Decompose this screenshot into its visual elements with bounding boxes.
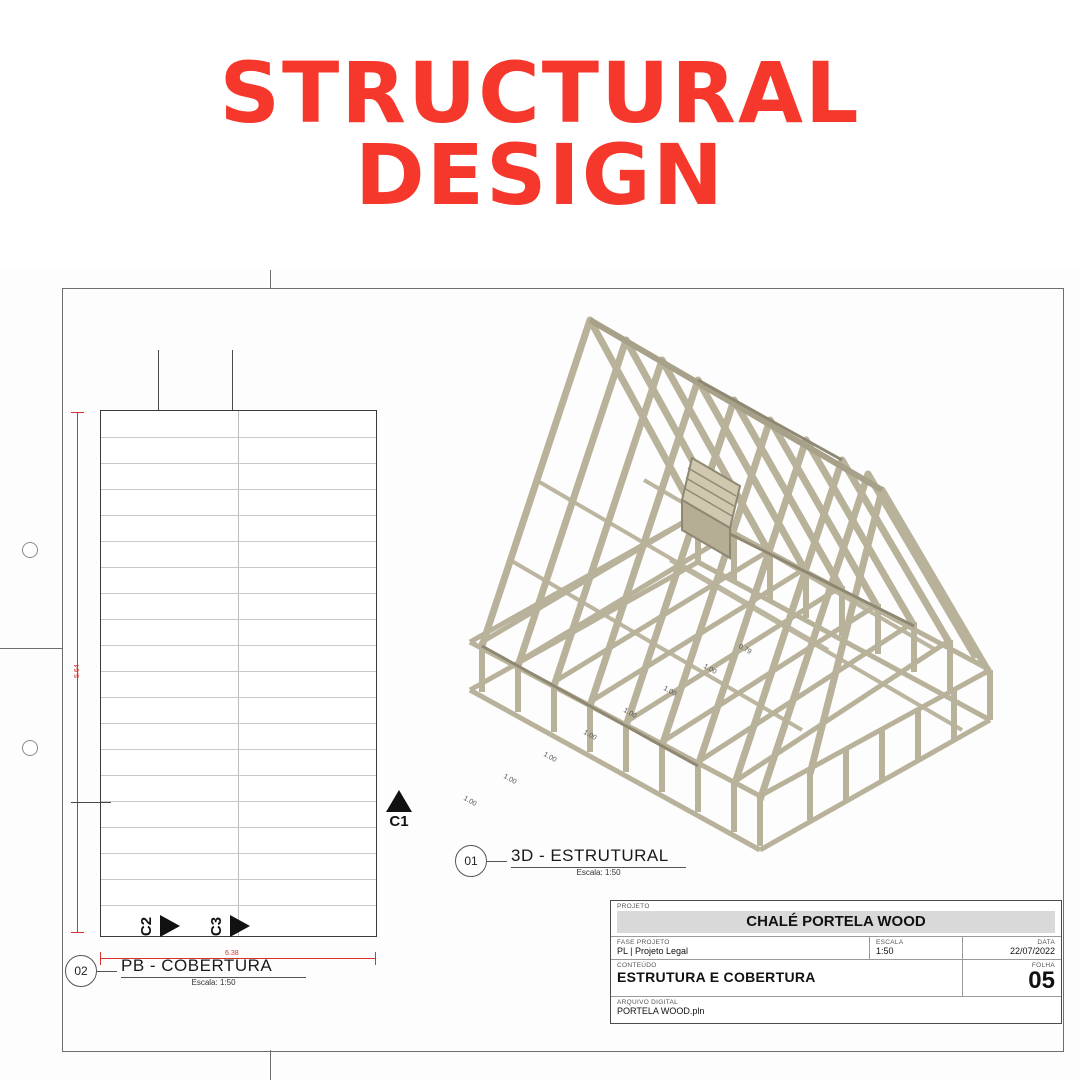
title-block-folha-cell [962,960,1061,996]
drawing-sheet [0,270,1080,1080]
section-marker-c1[interactable] [376,790,422,830]
title-block-arquivo-value: PORTELA WOOD.pln [617,1006,705,1016]
title-block [610,900,1062,1024]
plan-dim-horizontal-label: 6.38 [225,950,239,957]
title-block-phase-row [611,937,1061,960]
plan-rafter-line [101,671,376,672]
view3d-callout-rule [487,861,507,862]
plan-roof-outline [100,410,377,937]
title-block-content-row [611,960,1061,997]
plan-rafter-line [101,541,376,542]
plan-rafter-line [101,593,376,594]
section-marker-c2-label: C2 [138,916,156,936]
bay-dim-label: 1.00 [662,685,678,698]
plan-rafter-line [101,723,376,724]
isometric-3d-svg [430,290,1030,910]
bay-dim-label: 1.00 [462,795,478,808]
plan-rafter-line [101,515,376,516]
view3d-callout-scale: Escala: 1:50 [576,867,621,877]
plan-rafter-line [101,619,376,620]
plan-rafter-line [101,463,376,464]
plan-callout-bubble[interactable]: 02 [65,955,97,987]
plan-rafter-line [101,697,376,698]
plan-callout-title: PB - COBERTURA [121,955,273,975]
plan-dim-vertical-tick-top [71,412,84,413]
plan-rafter-line [101,567,376,568]
plan-axis-stub-1 [158,350,159,410]
bay-dim-label: 1.00 [502,773,518,786]
view3d-callout[interactable] [455,845,686,877]
plan-rafter-line [101,645,376,646]
sheet-tick-top-left [270,270,271,288]
title-block-data-value: 22/07/2022 [1009,946,1055,956]
title-block-folha-value: 05 [1028,967,1055,994]
plan-callout[interactable] [65,955,306,987]
bay-dim-label: 1.00 [582,729,598,742]
plan-rafter-line [101,489,376,490]
plan-dim-horizontal-tick-right [375,952,376,965]
plan-callout-rule [97,971,117,972]
plan-callout-scale: Escala: 1:50 [191,977,236,987]
plan-rafter-line [101,775,376,776]
bay-dim-label: 1.00 [702,663,718,676]
title-block-escala-cell [869,937,962,959]
sheet-punch-hole-bottom [22,740,38,756]
plan-rafter-line [101,749,376,750]
section-marker-c3-label: C3 [208,916,226,936]
plan-c1-reference-line [71,802,111,803]
bay-dim-label: 0.79 [737,643,753,656]
isometric-3d-view [430,290,1030,910]
plan-dim-vertical-label: 5.64 [74,664,81,678]
plan-rafter-line [101,801,376,802]
plan-rafter-line [101,827,376,828]
title-block-fase-cell [611,937,869,959]
title-block-arquivo-label: ARQUIVO DIGITAL [617,999,679,1006]
sheet-punch-hole-top [22,542,38,558]
plan-rafter-line [101,437,376,438]
view3d-callout-bubble[interactable]: 01 [455,845,487,877]
title-block-escala-value: 1:50 [876,946,894,956]
section-marker-c3[interactable] [207,915,250,937]
view3d-callout-title: 3D - ESTRUTURAL [511,845,669,865]
title-block-data-label: DATA [1037,939,1055,946]
title-block-projeto-label: PROJETO [617,903,650,910]
section-marker-c1-label: C1 [389,813,409,830]
section-arrow-icon [160,915,180,937]
plan-rafter-line [101,905,376,906]
title-block-conteudo-label: CONTEÚDO [617,962,657,969]
title-block-data-cell [962,937,1061,959]
poster-title-line-2: DESIGN [354,126,726,224]
section-arrow-icon [230,915,250,937]
title-block-escala-label: ESCALA [876,939,904,946]
title-block-fase-value: PL | Projeto Legal [617,946,689,956]
poster-title-line-1: STRUCTURAL [219,43,861,142]
plan-view [74,330,425,970]
title-block-fase-label: FASE PROJETO [617,939,670,946]
plan-rafter-line [101,879,376,880]
title-block-project-row [611,901,1061,937]
title-block-conteudo-cell [611,960,962,996]
plan-rafter-line [101,853,376,854]
title-block-project-name: CHALÉ PORTELA WOOD [617,911,1055,933]
section-arrow-icon [386,790,412,812]
title-block-conteudo-value: ESTRUTURA E COBERTURA [617,969,816,985]
title-block-folha-label: FOLHA [1031,962,1055,969]
sheet-tick-top-right [270,1050,271,1080]
section-marker-c2[interactable] [137,915,180,937]
title-block-file-row [611,997,1061,1019]
bay-dim-label: 1.00 [622,707,638,720]
plan-dim-vertical-tick-bottom [71,932,84,933]
poster-title-area [0,0,1080,268]
sheet-tick-left-upper [0,648,62,649]
bay-dim-label: 1.00 [542,751,558,764]
plan-axis-stub-2 [232,350,233,410]
